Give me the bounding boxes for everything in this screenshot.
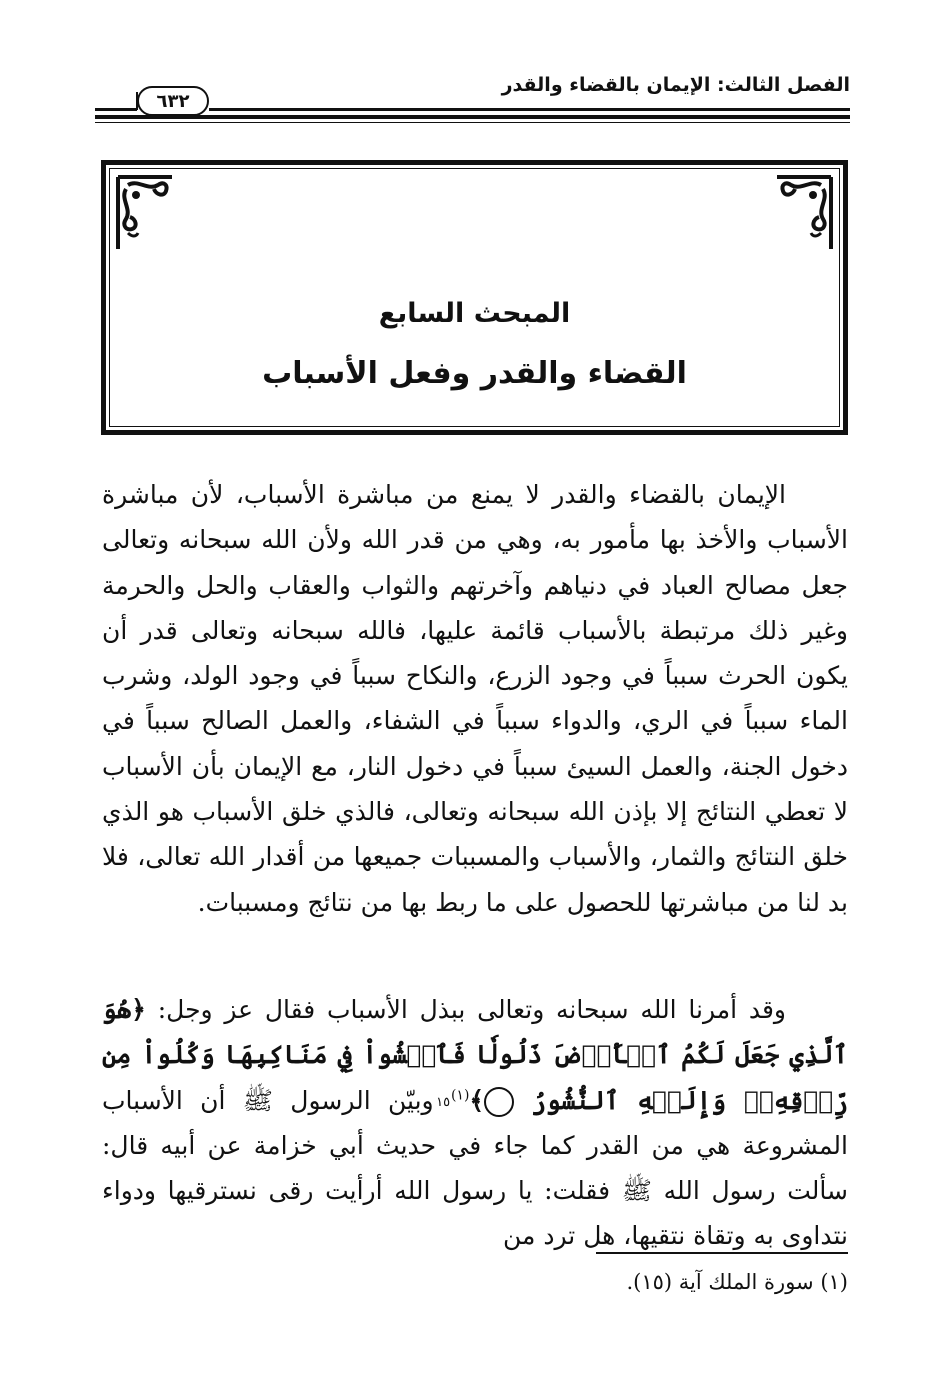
ayah-number-marker: ١٥ (484, 1087, 514, 1117)
corner-ornament-icon (114, 173, 176, 253)
paragraph-2-rest: وبيّن الرسول ﷺ أن الأسباب المشروعة هي من القدر كما جاء في حديث أبي خزامة عن أبيه قال: سألت رسول الله ﷺ فقلت: يا رسول الله أرأيت رقى نسترقيها ودواء نتداوى به وتقاة نتقيها، هل ترد من (102, 1085, 848, 1251)
page-number: ٦٣٢ (156, 90, 190, 112)
header-rule-thick (95, 115, 850, 119)
footnote: (١) سورة الملك آية (١٥). (626, 1270, 848, 1294)
quran-verse: ﴿هُوَ ٱلَّذِي جَعَلَ لَكُمُ ٱلۡأَرۡضَ ذَلُولٗا فَٱمۡشُواْ فِي مَنَاكِبِهَا وَكُلُواْ مِن رِّزۡقِهِۦۖ وَإِلَيۡهِ ٱلنُّشُورُ (102, 995, 848, 1115)
paragraph-1: الإيمان بالقضاء والقدر لا يمنع من مباشرة الأسباب، لأن مباشرة الأسباب والأخذ بها مأمور به، وهي من قدر الله ولأن الله سبحانه وتعالى جعل مصالح العباد في دنياهم وآخرتهم والثواب والعقاب والحل والحرمة وغير ذلك مرتبطة بالأسباب قائمة عليها، فالله سبحانه وتعالى قدر أن يكون الحرث سبباً في وجود الزرع، والنكاح سبباً في وجود الولد، وشرب الماء سبباً في الري، والدواء سبباً في الشفاء، والعمل الصالح سبباً في دخول الجنة، والعمل السيئ سبباً في دخول النار، مع الإيمان بأن الأسباب لا تعطي النتائج إلا بإذن الله سبحانه وتعالى، فالذي خلق الأسباب هو الذي خلق النتائج والثمار، والأسباب والمسببات جميعها من أقدار الله تعالى، فلا بد لنا من مباشرتها للحصول على ما ربط بها من نتائج ومسببات. (102, 480, 848, 917)
section-title-frame (101, 160, 848, 435)
page-number-badge (137, 86, 209, 116)
header-rule (95, 108, 137, 111)
header-rule-thin (95, 122, 850, 123)
corner-ornament-icon (773, 173, 835, 253)
page-header (95, 72, 850, 126)
section-number: المبحث السابع (378, 298, 571, 329)
paragraph-2 (102, 987, 848, 1259)
section-heading (106, 300, 843, 389)
section-title: القضاء والقدر وفعل الأسباب (262, 356, 687, 391)
paragraph-2-intro: وقد أمرنا الله سبحانه وتعالى ببذل الأسباب فقال عز وجل: (157, 995, 786, 1024)
footnote-reference[interactable]: (١) (450, 1087, 470, 1104)
footnote-separator (596, 1252, 848, 1254)
chapter-title: الفصل الثالث: الإيمان بالقضاء والقدر (501, 74, 850, 96)
verse-close-bracket: ﴾ (469, 1085, 485, 1115)
header-rule (209, 108, 850, 111)
